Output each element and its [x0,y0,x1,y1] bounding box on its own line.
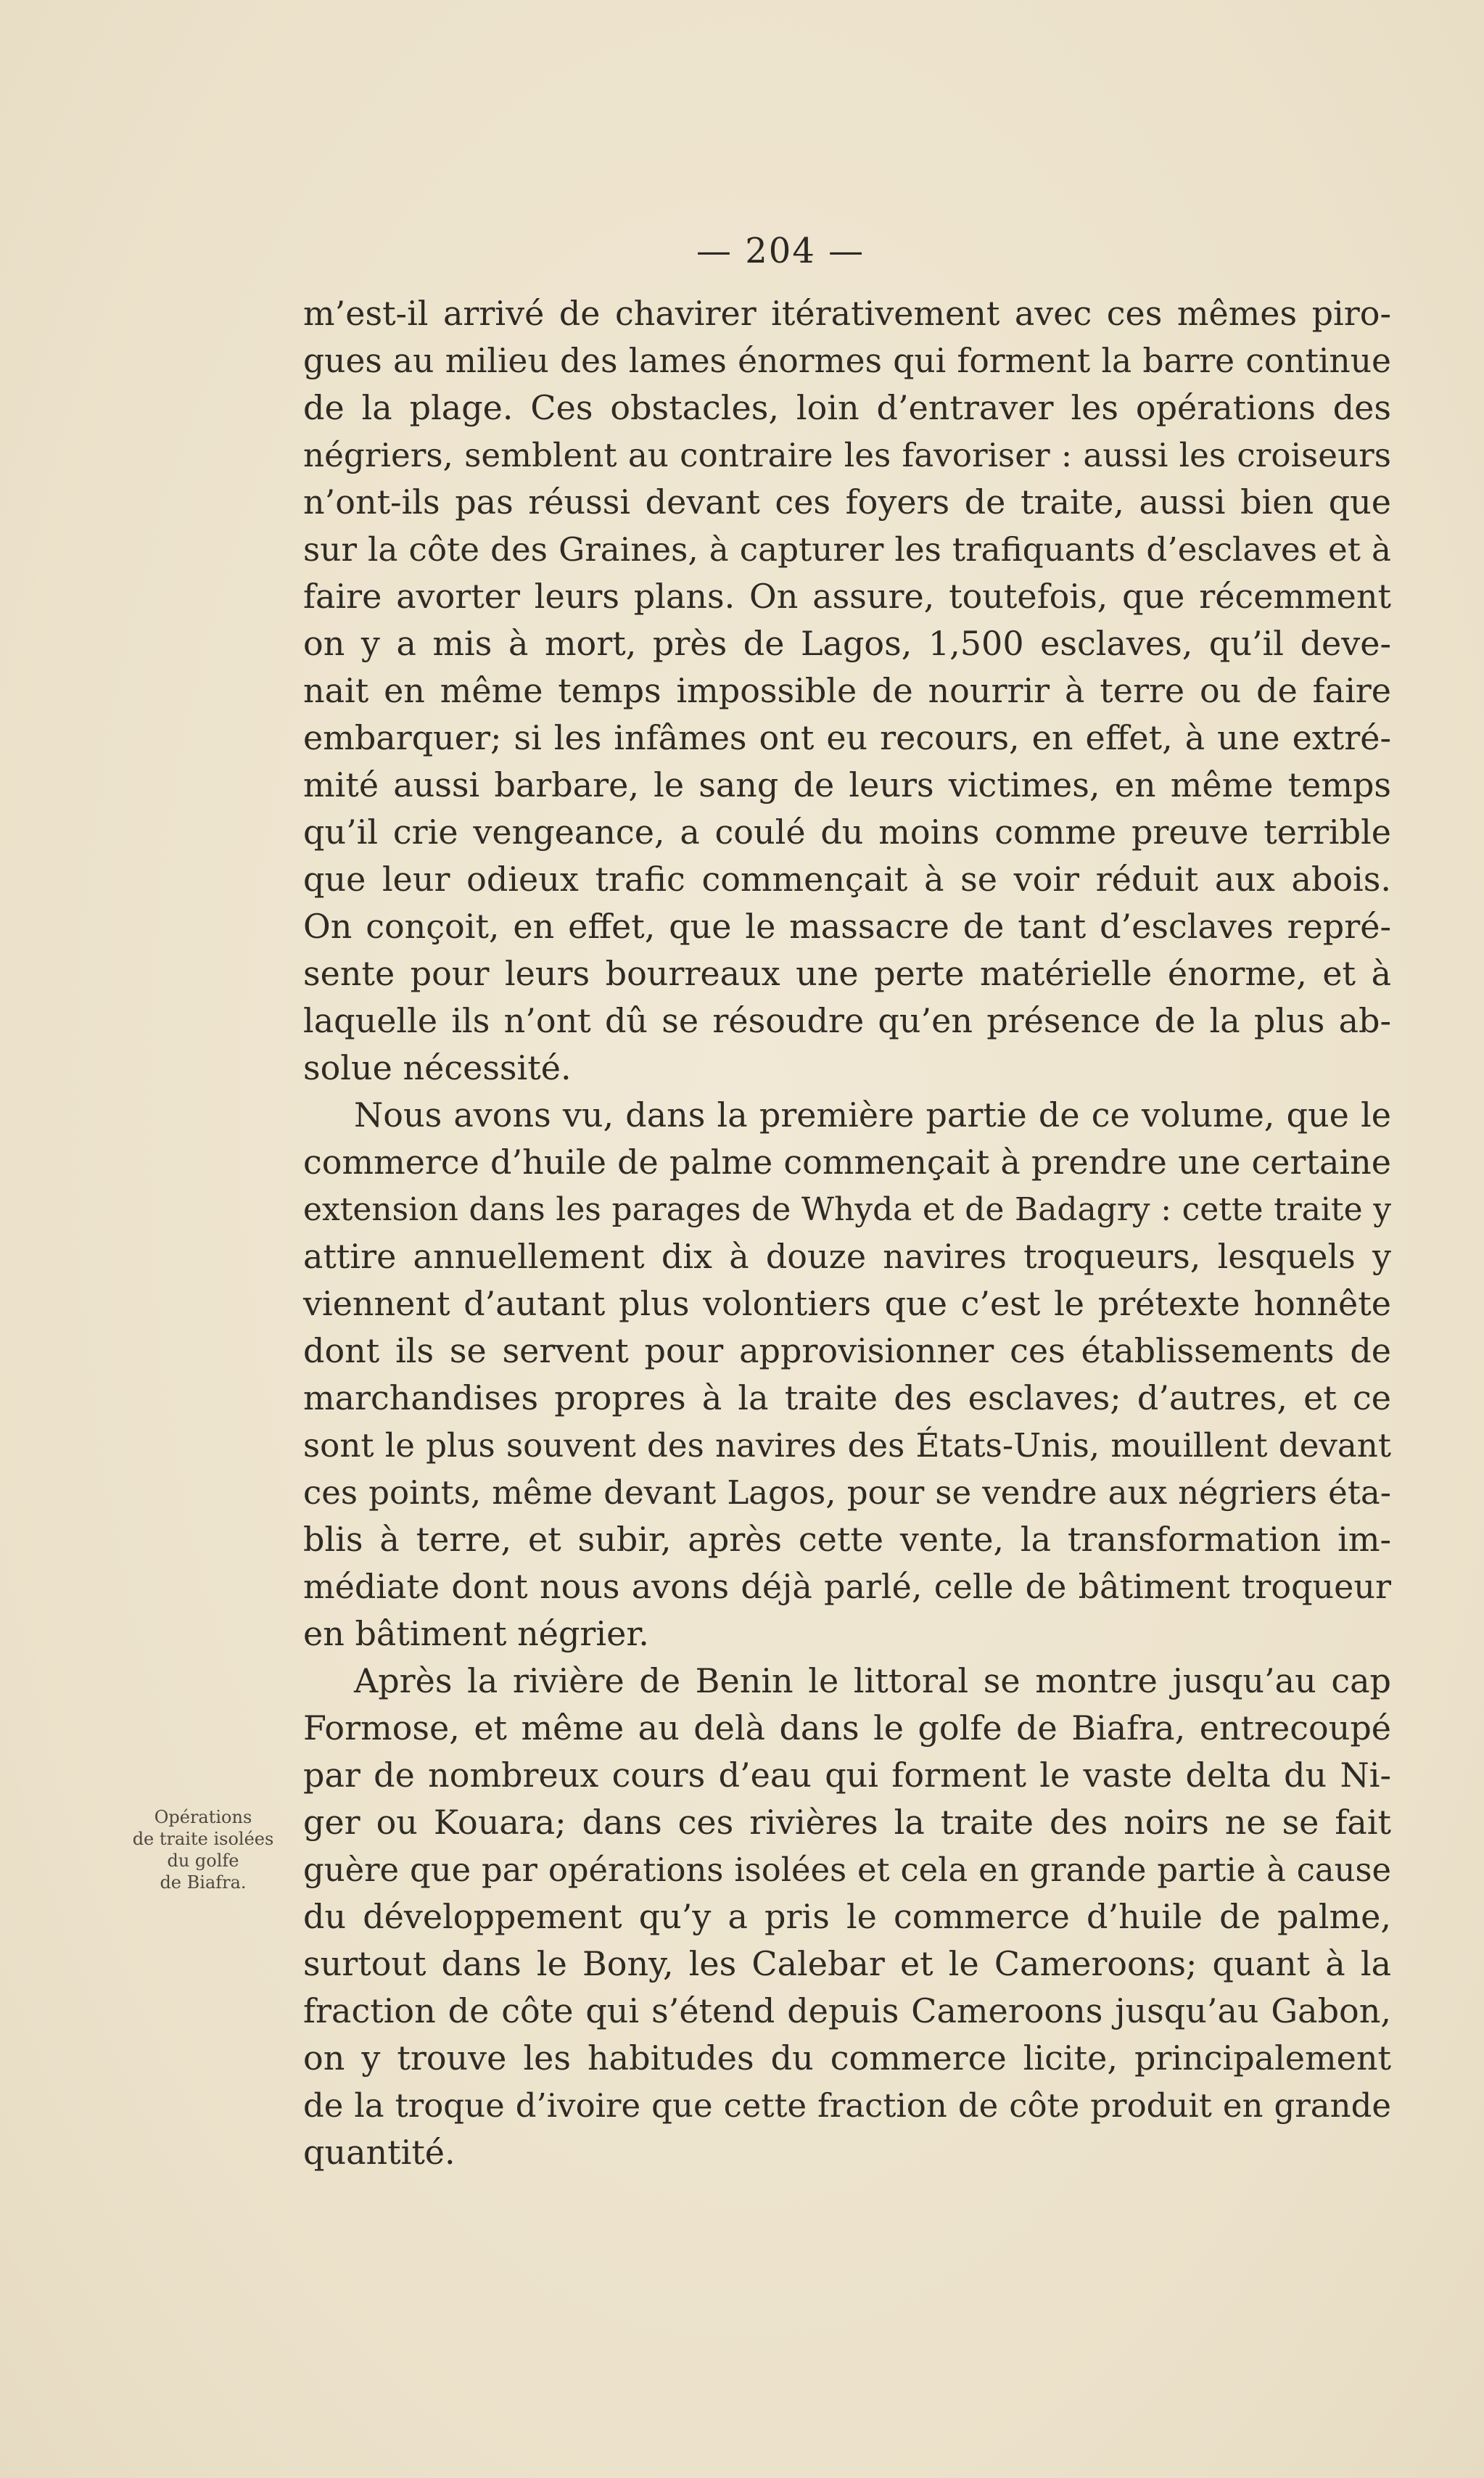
text-line: qu’il crie vengeance, a coulé du moins comme preuve terrible [303,812,1391,852]
text-line: médiate dont nous avons déjà parlé, celle de bâtiment troqueur [303,1567,1391,1606]
text-line: extension dans les parages de Whyda et de Badagry : cette traite y [303,1191,1391,1228]
text-line: de la troque d’ivoire que cette fraction de côte produit en grande [303,2086,1391,2125]
paragraph-end-line: en bâtiment négrier. [303,1614,649,1653]
text-line: on y a mis à mort, près de Lagos, 1,500 esclaves, qu’il deve- [303,624,1391,663]
text-line: sont le plus souvent des navires des États-Unis, mouillent devant [303,1426,1391,1465]
text-line: on y trouve les habitudes du commerce licite, principalement [303,2038,1391,2078]
margin-note [109,1806,297,1893]
text-line: n’ont-ils pas réussi devant ces foyers de traite, aussi bien que [303,482,1391,522]
text-line: embarquer; si les infâmes ont eu recours, en effet, à une extré- [303,718,1391,757]
text-line: par de nombreux cours d’eau qui forment le vaste delta du Ni- [303,1755,1391,1795]
text-line: viennent d’autant plus volontiers que c’est le prétexte honnête [303,1284,1391,1323]
paragraph-start-line: Après la rivière de Benin le littoral se montre jusqu’au cap [354,1661,1391,1700]
text-line: ger ou Kouara; dans ces rivières la traite des noirs ne se fait [303,1803,1391,1842]
text-line: que leur odieux trafic commençait à se voir réduit aux abois. [303,860,1391,899]
margin-note-line: de traite isolées [132,1829,274,1849]
text-line: de la plage. Ces obstacles, loin d’entraver les opérations des [303,388,1391,427]
text-line: laquelle ils n’ont dû se résoudre qu’en présence de la plus ab- [303,1001,1391,1040]
text-line: fraction de côte qui s’étend depuis Cameroons jusqu’au Gabon, [303,1991,1391,2030]
margin-note-line: de Biafra. [160,1872,247,1893]
text-line: du développement qu’y a pris le commerce d’huile de palme, [303,1897,1391,1936]
paragraph-end-line: quantité. [303,2133,455,2172]
text-line: dont ils se servent pour approvisionner ces établissements de [303,1331,1391,1370]
text-line: On conçoit, en effet, que le massacre de tant d’esclaves repré- [303,907,1391,946]
text-line: commerce d’huile de palme commençait à prendre une certaine [303,1143,1391,1182]
body-text [303,290,1391,2176]
text-line: sur la côte des Graines, à capturer les trafiquants d’esclaves et à [303,530,1391,569]
text-line: gues au milieu des lames énormes qui forment la barre continue [303,342,1391,380]
text-line: négriers, semblent au contraire les favoriser : aussi les croiseurs [303,436,1391,474]
text-line: ces points, même devant Lagos, pour se vendre aux négriers éta- [303,1473,1391,1512]
text-line: Formose, et même au delà dans le golfe de Biafra, entrecoupé [303,1708,1391,1748]
text-line: mité aussi barbare, le sang de leurs victimes, en même temps [303,765,1391,804]
paragraph-end-line: solue nécessité. [303,1048,572,1087]
text-line: m’est-il arrivé de chavirer itérativement avec ces mêmes piro- [303,294,1391,333]
text-line: faire avorter leurs plans. On assure, toutefois, que récemment [303,577,1391,616]
margin-note-line: Opérations [154,1807,252,1827]
text-line: marchandises propres à la traite des esclaves; d’autres, et ce [303,1378,1391,1417]
text-line: guère que par opérations isolées et cela en grande partie à cause [303,1851,1391,1889]
text-line: attire annuellement dix à douze navires troqueurs, lesquels y [303,1237,1391,1276]
text-line: blis à terre, et subir, après cette vente, la transformation im- [303,1520,1391,1559]
text-line: nait en même temps impossible de nourrir à terre ou de faire [303,671,1391,710]
text-line: sente pour leurs bourreaux une perte matérielle énorme, et à [303,954,1391,993]
page-number: — 204 — [696,231,865,271]
margin-note-line: du golfe [167,1851,239,1871]
paragraph-start-line: Nous avons vu, dans la première partie de ce volume, que le [354,1095,1391,1135]
text-line: surtout dans le Bony, les Calebar et le Cameroons; quant à la [303,1944,1391,1983]
